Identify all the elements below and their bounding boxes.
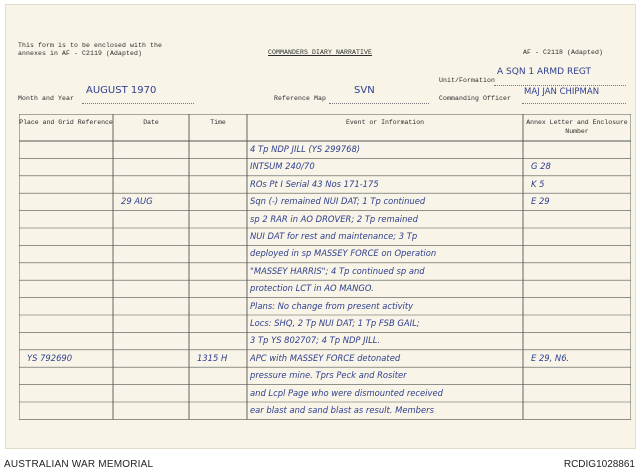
table-cell-annex: K 5 bbox=[531, 178, 545, 189]
table-cell-place: YS 792690 bbox=[27, 352, 73, 363]
table-cell-event: INTSUM 240/70 bbox=[250, 161, 315, 172]
table-cell-event: Sqn (-) remained NUI DAT; 1 Tp continued bbox=[250, 196, 426, 207]
table-cell-event: 4 Tp NDP JILL (YS 299768) bbox=[250, 144, 361, 154]
header-date: Date bbox=[143, 119, 159, 126]
header-time: Time bbox=[210, 119, 226, 126]
archive-name: AUSTRALIAN WAR MEMORIAL bbox=[4, 459, 154, 470]
header-place: Place and Grid Reference bbox=[19, 119, 113, 126]
table-cell-time: 1315 H bbox=[197, 352, 228, 363]
officer-value: MAJ JAN CHIPMAN bbox=[524, 87, 600, 97]
table-cell-event: deployed in sp MASSEY FORCE on Operation bbox=[250, 248, 437, 259]
archive-reference-id: RCDIG1028861 bbox=[563, 459, 635, 470]
table-cell-event: Plans: No change from present activity bbox=[250, 300, 414, 311]
month-underline bbox=[82, 103, 194, 104]
table-cell-event: Locs: SHQ, 2 Tp NUI DAT; 1 Tp FSB GAIL; bbox=[250, 318, 420, 328]
ref-map-value: SVN bbox=[354, 85, 375, 96]
table-cell-event: ear blast and sand blast as result. Members bbox=[250, 405, 434, 415]
officer-underline bbox=[522, 103, 626, 104]
ref-map-underline bbox=[329, 103, 429, 104]
form-code: AF - C2118 (Adapted) bbox=[523, 49, 604, 56]
header-annex: Annex Letter and Enclosure Number bbox=[526, 119, 628, 135]
unit-value: A SQN 1 ARMD REGT bbox=[497, 67, 592, 77]
unit-label: Unit/Formation bbox=[439, 77, 496, 84]
officer-label: Commanding Officer bbox=[439, 95, 512, 102]
table-cell-event: ROs Pt I Serial 43 Nos 171-175 bbox=[250, 178, 379, 189]
table-cell-event: sp 2 RAR in AO DROVER; 2 Tp remained bbox=[250, 213, 418, 224]
table-cell-event: protection LCT in AO MANGO. bbox=[250, 283, 374, 294]
narrative-table bbox=[19, 114, 631, 420]
table-cell-event: NUI DAT for rest and maintenance; 3 Tp bbox=[250, 231, 418, 241]
unit-underline bbox=[494, 85, 626, 86]
archive-footer bbox=[0, 456, 639, 474]
table-cell-event: pressure mine. Tprs Peck and Rositer bbox=[250, 370, 407, 381]
diary-form-sheet bbox=[5, 4, 636, 449]
table-cell-event: "MASSEY HARRIS"; 4 Tp continued sp and bbox=[250, 265, 425, 276]
table-cell-event: and Lcpl Page who were dismounted received bbox=[250, 387, 443, 398]
table-cell-annex: E 29, N6. bbox=[531, 352, 570, 363]
month-label: Month and Year bbox=[18, 95, 75, 102]
table-cell-event: 3 Tp YS 802707; 4 Tp NDP JILL. bbox=[250, 335, 381, 346]
intro-line-1: This form is to be enclosed with the bbox=[18, 42, 163, 49]
header-event: Event or Information bbox=[345, 119, 424, 126]
table-cell-annex: E 29 bbox=[531, 196, 550, 207]
table-cell-date: 29 AUG bbox=[121, 196, 153, 207]
table-cell-annex: G 28 bbox=[531, 161, 551, 172]
table-cell-event: APC with MASSEY FORCE detonated bbox=[250, 352, 401, 363]
form-title: COMMANDERS DIARY NARRATIVE bbox=[268, 49, 373, 56]
ref-map-label: Reference Map bbox=[274, 95, 327, 102]
intro-line-2: annexes in AF - C2119 (Adapted) bbox=[18, 50, 143, 57]
month-value: AUGUST 1970 bbox=[86, 85, 157, 96]
